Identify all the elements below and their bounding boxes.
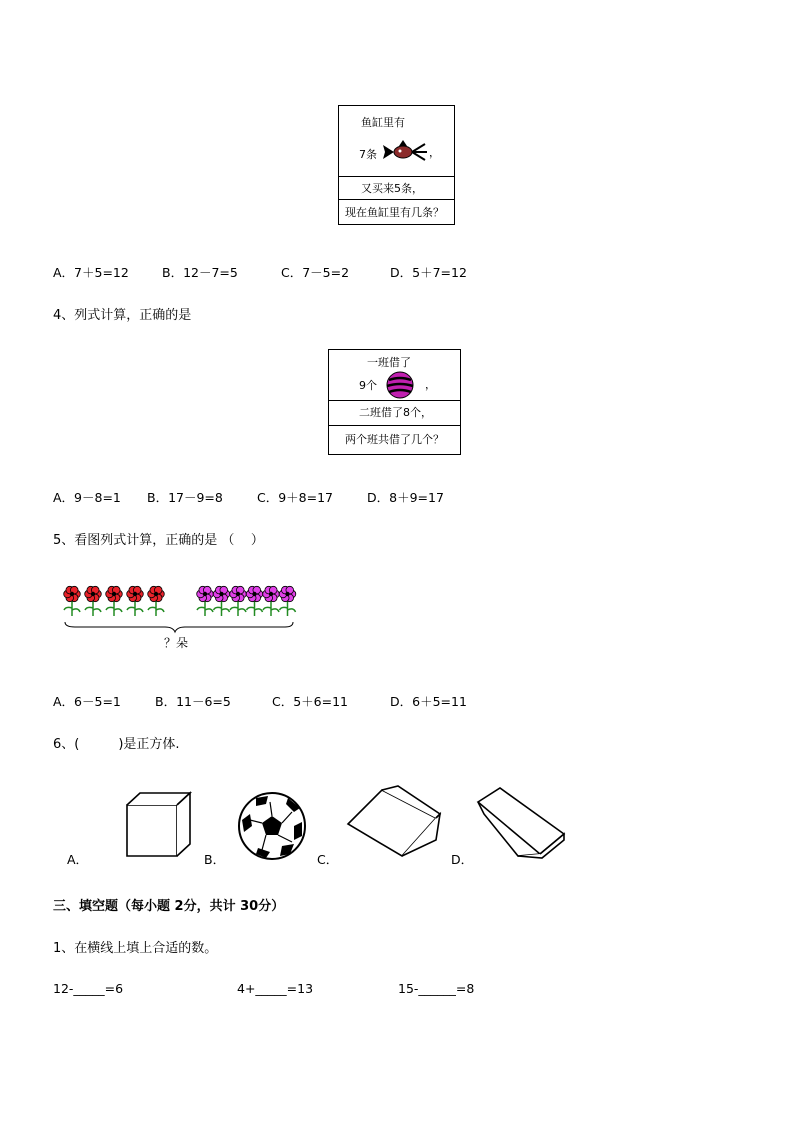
option-d[interactable]: D．5＋7=12: [390, 265, 467, 280]
box-line-2-suffix: ，: [429, 146, 440, 159]
pink-flower-icon: [279, 586, 296, 616]
flowers-illustration: [60, 582, 310, 632]
question-4-stem: 4、列式计算，正确的是: [53, 308, 192, 323]
box-line-1: 鱼缸里有: [361, 116, 405, 129]
box-line-3: 二班借了8个，: [359, 406, 432, 419]
box-line-1: 一班借了: [367, 356, 411, 369]
box-line-2-suffix: ，: [425, 378, 436, 391]
pink-flower-icon: [263, 586, 280, 616]
section-3-title: 三、填空题（每小题 2分，共计 30分）: [53, 899, 285, 914]
option-a[interactable]: A．7＋5=12: [53, 265, 129, 280]
cuboid-icon: [474, 782, 569, 862]
question-5-stem: 5、看图列式计算，正确的是 （ ）: [53, 533, 264, 548]
cube-icon: [122, 790, 194, 860]
box-line-2-prefix: 9个: [359, 379, 377, 392]
rotated-cuboid-icon: [344, 782, 444, 862]
brace: [65, 622, 293, 632]
shape-label-c[interactable]: C．: [317, 852, 339, 867]
option-a[interactable]: A．9－8=1: [53, 490, 121, 505]
option-c[interactable]: C．7－5=2: [281, 265, 350, 280]
red-flower-icon: [85, 586, 102, 616]
option-c[interactable]: C．5＋6=11: [272, 694, 349, 709]
red-flowers: [64, 586, 165, 616]
option-b[interactable]: B．17－9=8: [147, 490, 223, 505]
section-3-q1-stem: 1、在横线上填上合适的数。: [53, 941, 218, 956]
option-b[interactable]: B．12－7=5: [162, 265, 238, 280]
fish-icon: [381, 139, 431, 165]
red-flower-icon: [106, 586, 123, 616]
fill-blank-2[interactable]: 4+_____=13: [237, 981, 314, 996]
option-d[interactable]: D．6＋5=11: [390, 694, 467, 709]
red-flower-icon: [127, 586, 144, 616]
ball-icon: [385, 370, 415, 400]
brace-label: ？朵: [164, 636, 189, 650]
box-line-3: 又买来5条，: [361, 182, 423, 195]
soccer-ball-icon: [236, 790, 308, 862]
pink-flower-icon: [213, 586, 230, 616]
pink-flower-icon: [246, 586, 263, 616]
problem-box-ball: [328, 349, 461, 455]
shape-label-b[interactable]: B．: [204, 852, 226, 867]
fill-blank-3[interactable]: 15-______=8: [398, 981, 475, 996]
question-6-stem: 6、( )是正方体.: [53, 737, 180, 752]
pink-flower-icon: [197, 586, 214, 616]
shape-label-d[interactable]: D．: [451, 852, 474, 867]
option-c[interactable]: C．9＋8=17: [257, 490, 334, 505]
pink-flowers: [197, 586, 296, 616]
shape-label-a[interactable]: A．: [67, 852, 89, 867]
option-d[interactable]: D．8＋9=17: [367, 490, 444, 505]
red-flower-icon: [148, 586, 165, 616]
red-flower-icon: [64, 586, 81, 616]
box-line-2-prefix: 7条: [359, 148, 377, 161]
problem-box-fish: [338, 105, 455, 225]
option-b[interactable]: B．11－6=5: [155, 694, 231, 709]
box-line-4: 两个班共借了几个？: [345, 433, 444, 446]
fill-blank-1[interactable]: 12-_____=6: [53, 981, 124, 996]
option-a[interactable]: A．6－5=1: [53, 694, 121, 709]
pink-flower-icon: [230, 586, 247, 616]
box-line-4: 现在鱼缸里有几条？: [345, 206, 444, 219]
